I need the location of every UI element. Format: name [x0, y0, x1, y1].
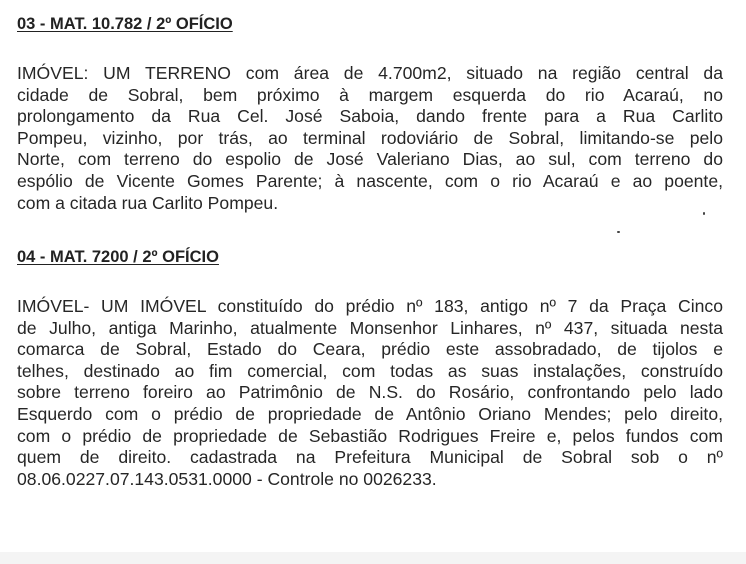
paragraph-line: Pompeu, vizinho, por trás, ao terminal rodoviário de Sobral, limitando-se pelo [17, 127, 723, 148]
paragraph-line: sobre terreno foreiro ao Patrimônio de N.S. do Rosário, confrontando pelo lado [17, 382, 723, 403]
paragraph-line: quem de direito. cadastrada na Prefeitura Municipal de Sobral sob o nº [17, 447, 723, 468]
paragraph-line: com a citada rua Carlito Pompeu. [17, 192, 279, 213]
paragraph-line: prolongamento da Rua Cel. José Saboia, dando frente para a Rua Carlito [17, 106, 723, 127]
section-heading-mat-7200: 04 - MAT. 7200 / 2º OFÍCIO [17, 248, 219, 266]
property-description-mat-10782 [17, 63, 723, 214]
paragraph-line: Norte, com terreno do espolio de José Valeriano Dias, ao sul, com terreno do [17, 149, 723, 170]
paragraph-line: espólio de Vicente Gomes Parente; à nascente, com o rio Acaraú e ao poente, [17, 170, 723, 191]
paragraph-line: cidade de Sobral, bem próximo à margem esquerda do rio Acaraú, no [17, 84, 723, 105]
paragraph-line: comarca de Sobral, Estado do Ceara, prédio este assobradado, de tijolos e [17, 339, 723, 360]
paragraph-line: IMÓVEL: UM TERRENO com área de 4.700m2, situado na região central da [17, 63, 723, 83]
page-bottom-edge [0, 552, 746, 564]
paragraph-line: de Julho, antiga Marinho, atualmente Monsenhor Linhares, nº 437, situada nesta [17, 317, 723, 338]
scan-speck [703, 212, 705, 215]
paragraph-line: telhes, destinado ao fim comercial, com todas as suas instalações, construído [17, 360, 723, 381]
paragraph-line: Esquerdo com o prédio de propriedade de Antônio Oriano Mendes; pelo direito, [17, 403, 723, 424]
scan-speck [617, 231, 620, 233]
paragraph-line: IMÓVEL- UM IMÓVEL constituído do prédio nº 183, antigo nº 7 da Praça Cinco [17, 296, 723, 316]
section-heading-mat-10782: 03 - MAT. 10.782 / 2º OFÍCIO [17, 15, 233, 33]
paragraph-line: 08.06.0227.07.143.0531.0000 - Controle no 0026233. [17, 468, 437, 489]
property-description-mat-7200 [17, 296, 723, 490]
paragraph-line: com o prédio de propriedade de Sebastião Rodrigues Freire e, pelos fundos com [17, 425, 723, 446]
